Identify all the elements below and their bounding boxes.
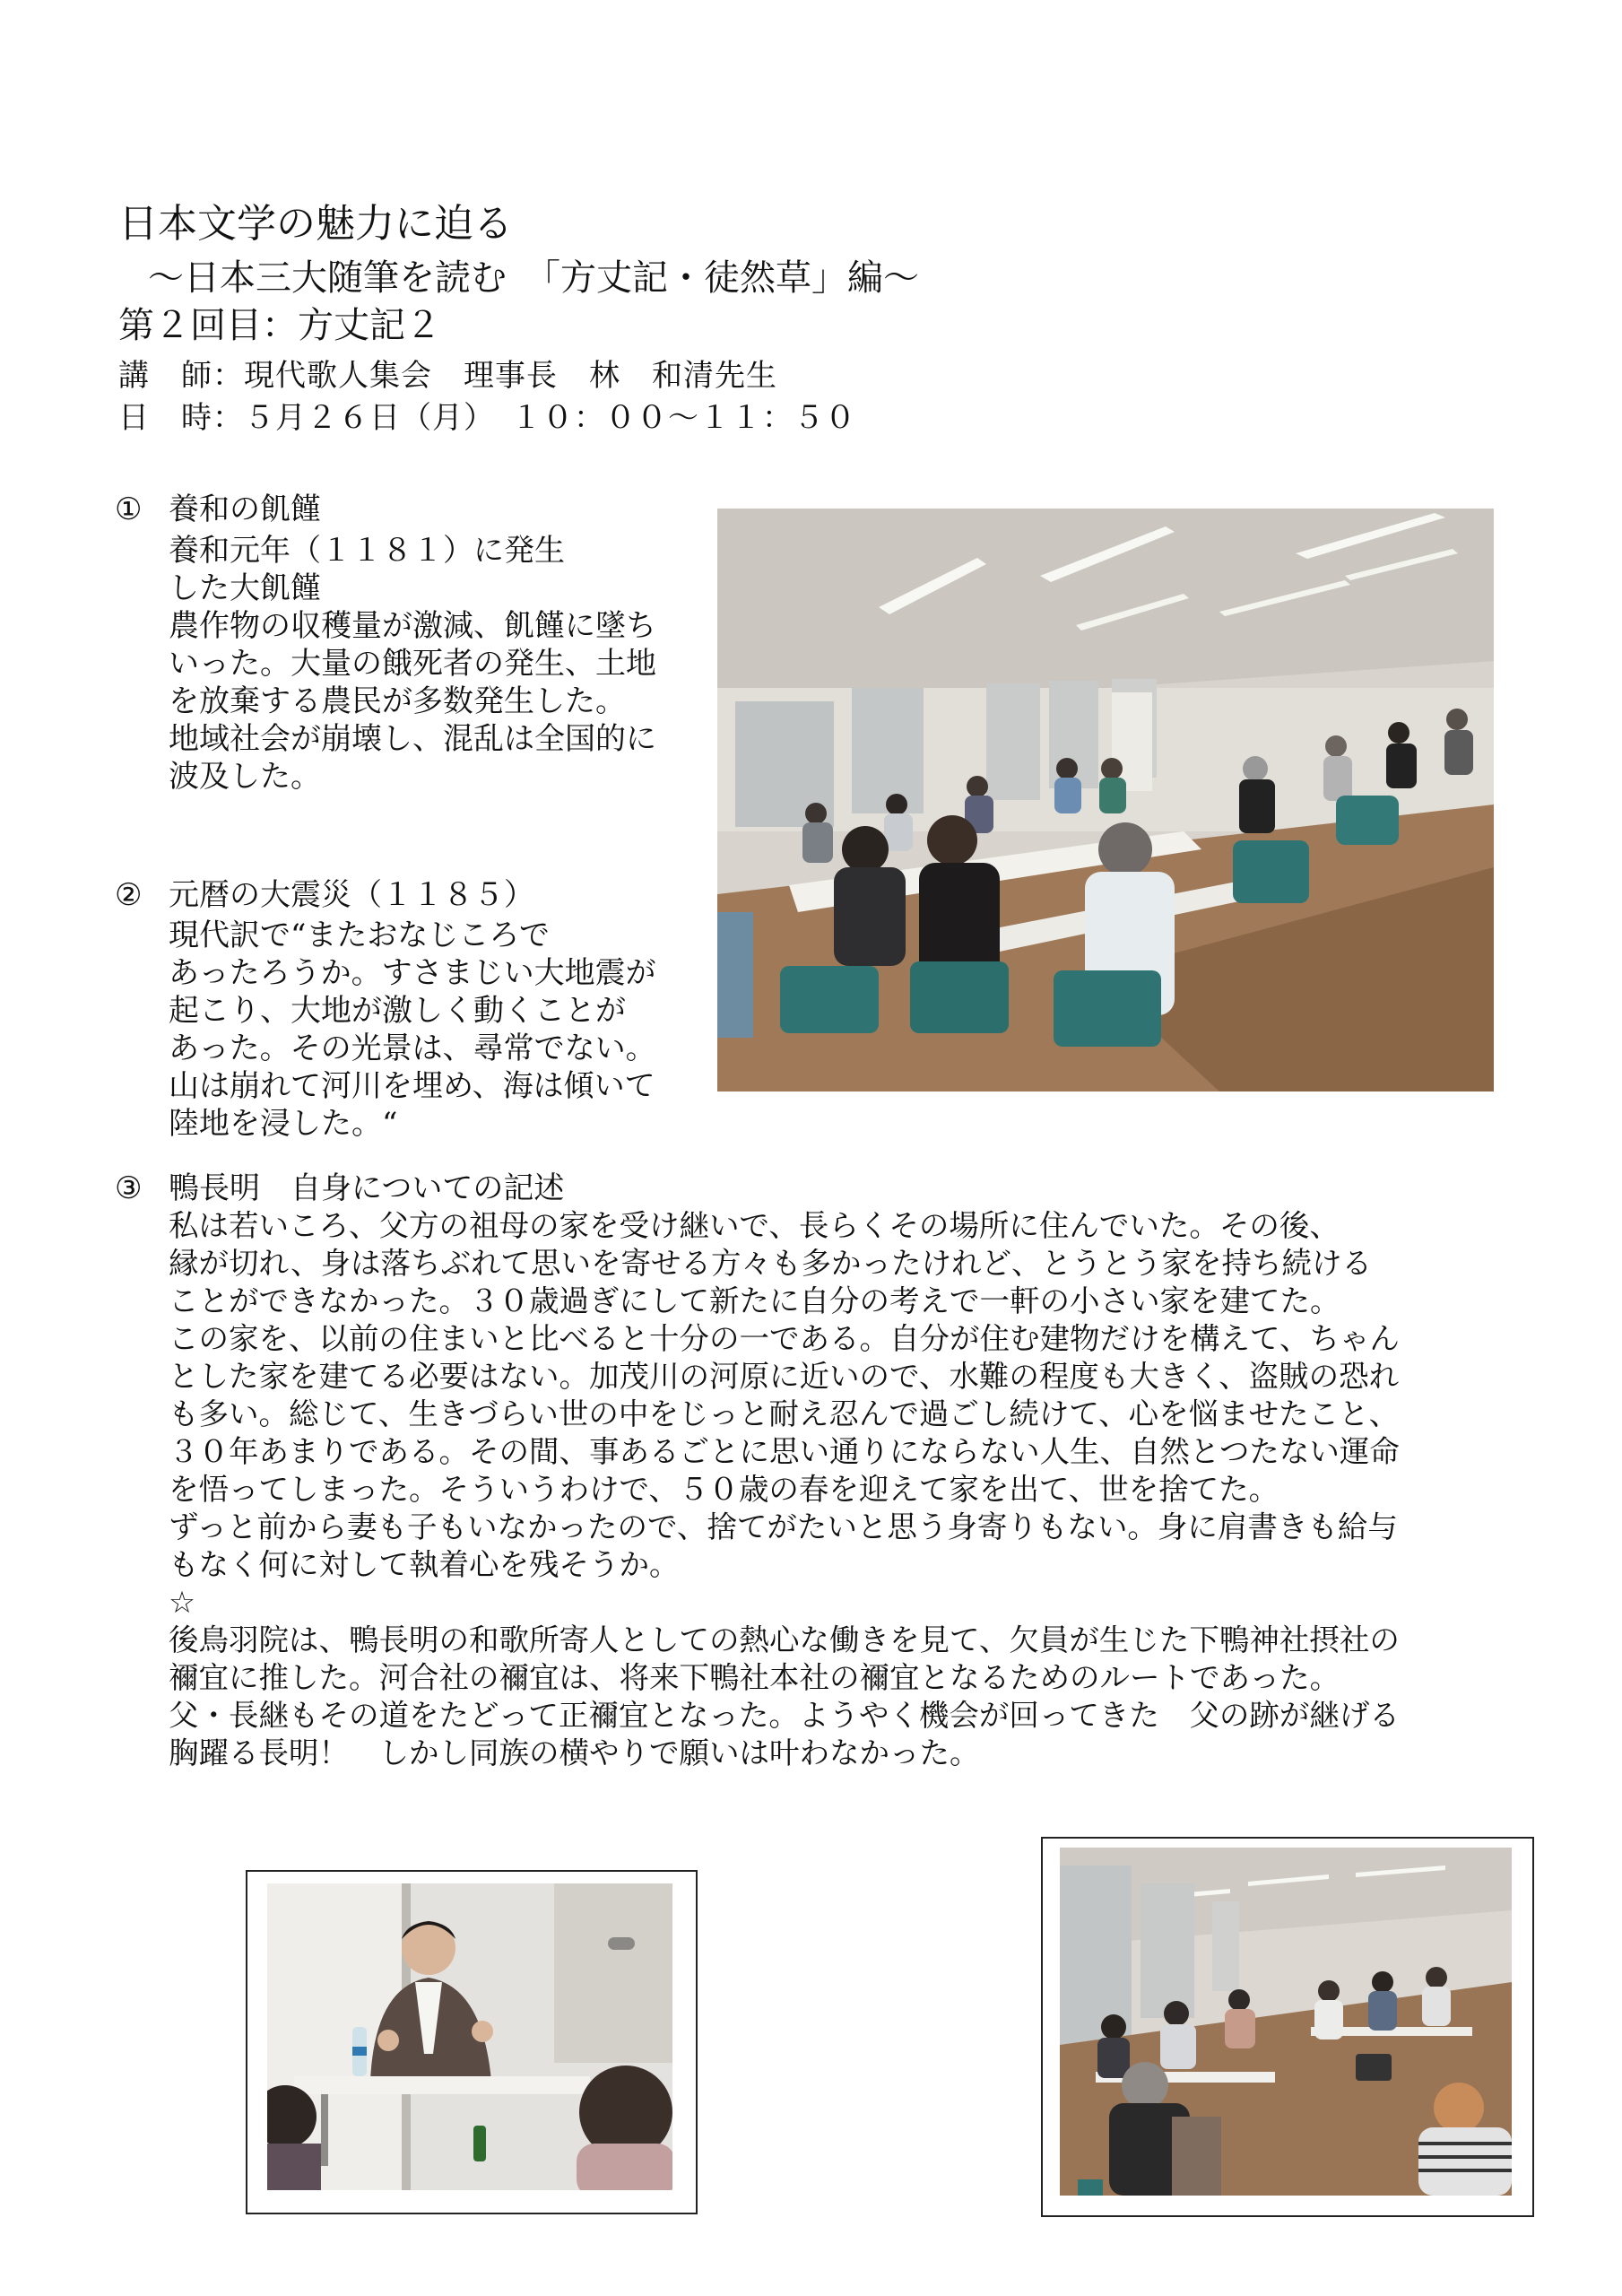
datetime-line: 日 時：５月２６日（月） １０：００～１１：５０ <box>118 400 856 436</box>
body-line: ことができなかった。３０歳過ぎにして新たに自分の考えで一軒の小さい家を建てた。 <box>169 1283 1340 1318</box>
body-line: 陸地を浸した。“ <box>169 1106 398 1142</box>
section-title: 元暦の大震災（１１８５） <box>169 877 534 913</box>
section-body <box>169 917 656 1143</box>
lecturer-photo <box>267 1883 672 2190</box>
body-line: を悟ってしまった。そういうわけで、５０歳の春を迎えて家を出て、世を捨てた。 <box>169 1472 1279 1507</box>
section-heading <box>115 874 534 916</box>
body-line: いった。大量の餓死者の発生、土地 <box>169 646 656 682</box>
body-line: 養和元年（１１８１）に発生 <box>169 533 565 569</box>
body-line: を放棄する農民が多数発生した。 <box>169 683 626 719</box>
classroom-photo <box>717 509 1494 1091</box>
page-title: 日本文学の魅力に迫る <box>118 201 513 247</box>
section-title: 鴨長明 自身についての記述 <box>169 1170 565 1206</box>
section-number: ① <box>115 491 143 527</box>
section-body <box>169 532 656 796</box>
body-line: あった。その光景は、尋常でない。 <box>169 1031 656 1066</box>
lecturer-line: 講 師：現代歌人集会 理事長 林 和清先生 <box>118 358 777 394</box>
section-number: ③ <box>115 1170 143 1206</box>
body-line: 起こり、大地が激しく動くことが <box>169 993 626 1029</box>
section-title: 養和の飢饉 <box>169 491 321 527</box>
body-line: 私は若いころ、父方の祖母の家を受け継いで、長らくその場所に住んでいた。その後、 <box>169 1208 1340 1243</box>
body-line: 農作物の収穫量が激減、飢饉に墜ち <box>169 608 656 644</box>
body-line: とした家を建てる必要はない。加茂川の河原に近いので、水難の程度も大きく、盗賊の恐れ <box>169 1359 1400 1394</box>
page-subtitle: ～日本三大随筆を読む 「方丈記・徒然草」編～ <box>148 257 919 299</box>
body-line: この家を、以前の住まいと比べると十分の一である。自分が住む建物だけを構えて、ちゃん <box>169 1321 1400 1356</box>
section-number: ② <box>115 877 143 913</box>
body-line: ずっと前から妻も子もいなかったので、捨てがたいと思う身寄りもない。身に肩書きも給与 <box>169 1509 1398 1544</box>
body-line: した大飢饉 <box>169 570 321 606</box>
body-line: 縁が切れ、身は落ちぶれて思いを寄せる方々も多かったけれど、とうとう家を持ち続ける <box>169 1246 1373 1281</box>
session-title: 第２回目：方丈記２ <box>118 305 441 346</box>
body-line: 波及した。 <box>169 759 321 795</box>
section-heading <box>115 1168 564 1209</box>
audience-photo <box>1060 1848 1512 2196</box>
star-separator: ☆ <box>169 1585 196 1620</box>
body-line: 現代訳で“またおなじころで <box>169 918 551 953</box>
body-line: 後鳥羽院は、鴨長明の和歌所寄人としての熱心な働きを見て、欠員が生じた下鴨神社摂社の <box>169 1622 1400 1657</box>
section-body <box>169 1207 1531 1772</box>
body-line: 父・長継もその道をたどって正禰宜となった。ようやく機会が回ってきた 父の跡が継げる <box>169 1698 1400 1733</box>
body-line: 地域社会が崩壊し、混乱は全国的に <box>169 721 656 757</box>
body-line: あったろうか。すさまじい大地震が <box>169 955 656 991</box>
body-line: 胸躍る長明！ しかし同族の横やりで願いは叶わなかった。 <box>169 1735 980 1770</box>
body-line: も多い。総じて、生きづらい世の中をじっと耐え忍んで過ごし続けて、心を悩ませたこと、 <box>169 1396 1400 1431</box>
body-line: 禰宜に推した。河合社の禰宜は、将来下鴨社本社の禰宜となるためのルートであった。 <box>169 1660 1340 1695</box>
body-line: 山は崩れて河川を埋め、海は傾いて <box>169 1068 655 1104</box>
section-heading <box>115 489 321 530</box>
body-line: ３０年あまりである。その間、事あるごとに思い通りにならない人生、自然とつたない運命 <box>169 1434 1400 1469</box>
body-line: もなく何に対して執着心を残そうか。 <box>169 1547 680 1582</box>
